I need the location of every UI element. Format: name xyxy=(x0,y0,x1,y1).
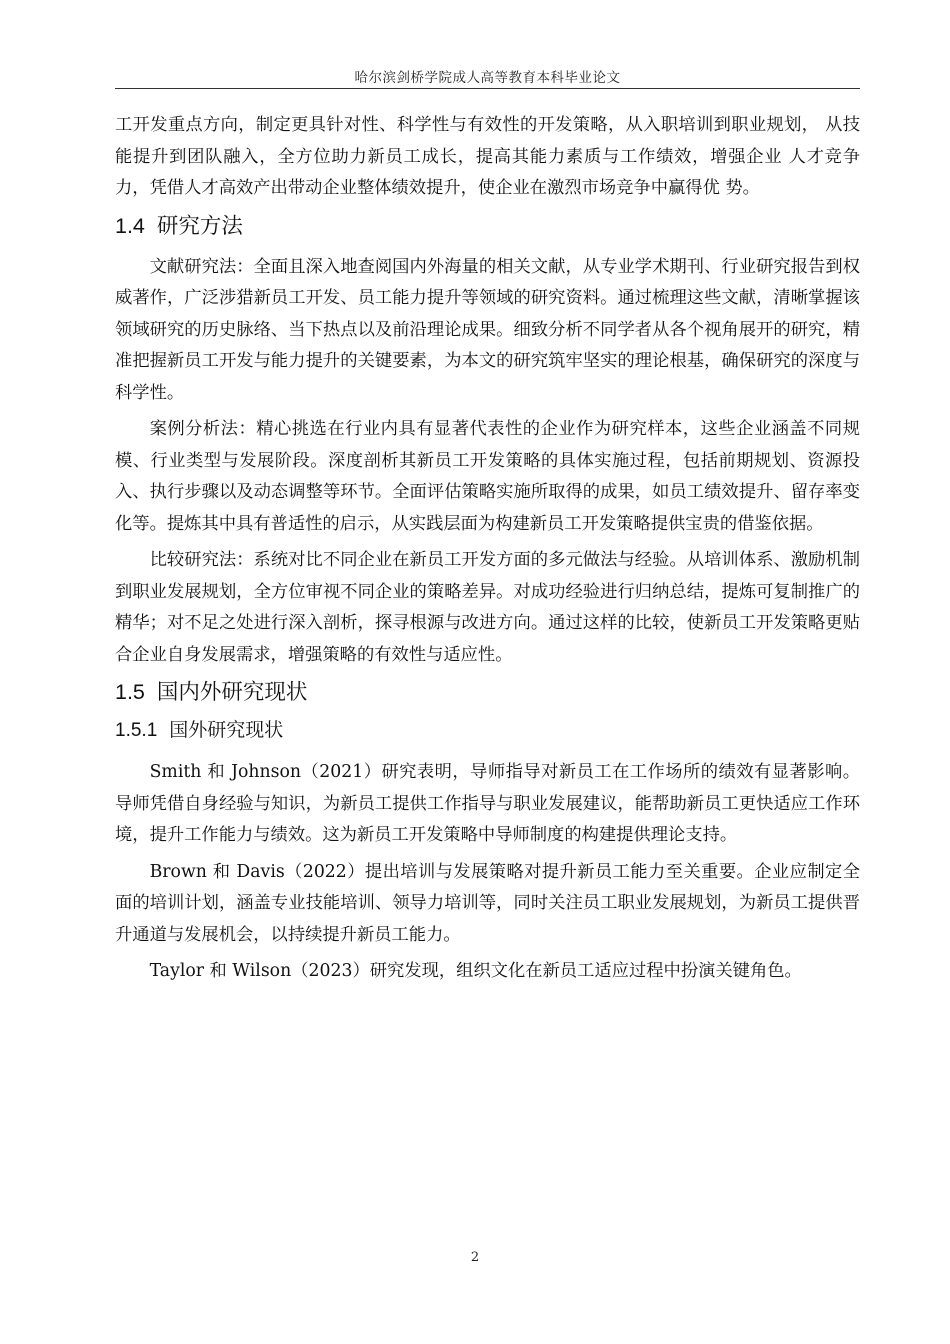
paragraph-taylor-wilson: Taylor 和 Wilson（2023）研究发现，组织文化在新员工适应过程中扮演关键角色。 xyxy=(149,961,802,981)
section-number: 1.5 xyxy=(115,680,145,704)
body-text xyxy=(115,110,860,988)
running-header: 哈尔滨剑桥学院成人高等教育本科毕业论文 xyxy=(354,70,621,86)
paragraph-smith-johnson: Smith 和 Johnson（2021）研究表明，导师指导对新员工在工作场所的绩效有显著影响。导师凭借自身经验与知识，为新员工提供工作指导与职业发展建议，能帮助新员工更快适应工作环境，提升工作能力与绩效。这为新员工开发策略中导师制度的构建提供理论支持。 xyxy=(115,762,860,845)
section-number: 1.4 xyxy=(115,213,145,238)
section-heading-1-4 xyxy=(115,213,860,240)
page-number: 2 xyxy=(470,1250,480,1265)
paragraph-literature-method: 文献研究法：全面且深入地查阅国内外海量的相关文献，从专业学术期刊、行业研究报告到权威著作，广泛涉猎新员工开发、员工能力提升等领域的研究资料。通过梳理这些文献，清晰掌握该领域研究的历史脉络、当下热点以及前沿理论成果。细致分析不同学者从各个视角展开的研究，精准把握新员工开发与能力提升的关键要素，为本文的研究筑牢坚实的理论根基，确保研究的深度与科学性。 xyxy=(115,256,860,403)
subsection-heading-1-5-1 xyxy=(115,718,860,743)
subsection-number: 1.5.1 xyxy=(115,720,158,741)
paragraph-intro-continuation: 工开发重点方向，制定更具针对性、科学性与有效性的开发策略，从入职培训到职业规划， 从技能提升到团队融入，全方位助力新员工成长，提高其能力素质与工作绩效，增强企业 人才竞争力，凭借人才高效产出带动企业整体绩效提升，使企业在激烈市场竞争中赢得优 势。 xyxy=(115,115,860,198)
section-title: 国内外研究现状 xyxy=(156,680,308,705)
paragraph-case-method: 案例分析法：精心挑选在行业内具有显著代表性的企业作为研究样本，这些企业涵盖不同规模、行业类型与发展阶段。深度剖析其新员工开发策略的具体实施过程，包括前期规划、资源投入、执行步骤以及动态调整等环节。全面评估策略实施所取得的成果，如员工绩效提升、留存率变化等。提炼其中具有普适性的启示，从实践层面为构建新员工开发策略提供宝贵的借鉴依据。 xyxy=(115,419,860,534)
section-heading-1-5 xyxy=(115,679,860,706)
section-title: 研究方法 xyxy=(156,213,243,239)
subsection-title: 国外研究现状 xyxy=(169,719,284,741)
header-divider xyxy=(115,88,860,89)
paragraph-brown-davis: Brown 和 Davis（2022）提出培训与发展策略对提升新员工能力至关重要。企业应制定全面的培训计划，涵盖专业技能培训、领导力培训等，同时关注员工职业发展规划，为新员工提供晋升通道与发展机会，以持续提升新员工能力。 xyxy=(115,861,860,945)
paragraph-comparative-method: 比较研究法：系统对比不同企业在新员工开发方面的多元做法与经验。从培训体系、激励机制到职业发展规划，全方位审视不同企业的策略差异。对成功经验进行归纳总结，提炼可复制推广的精华；对不足之处进行深入剖析，探寻根源与改进方向。通过这样的比较，使新员工开发策略更贴合企业自身发展需求，增强策略的有效性与适应性。 xyxy=(115,550,860,665)
